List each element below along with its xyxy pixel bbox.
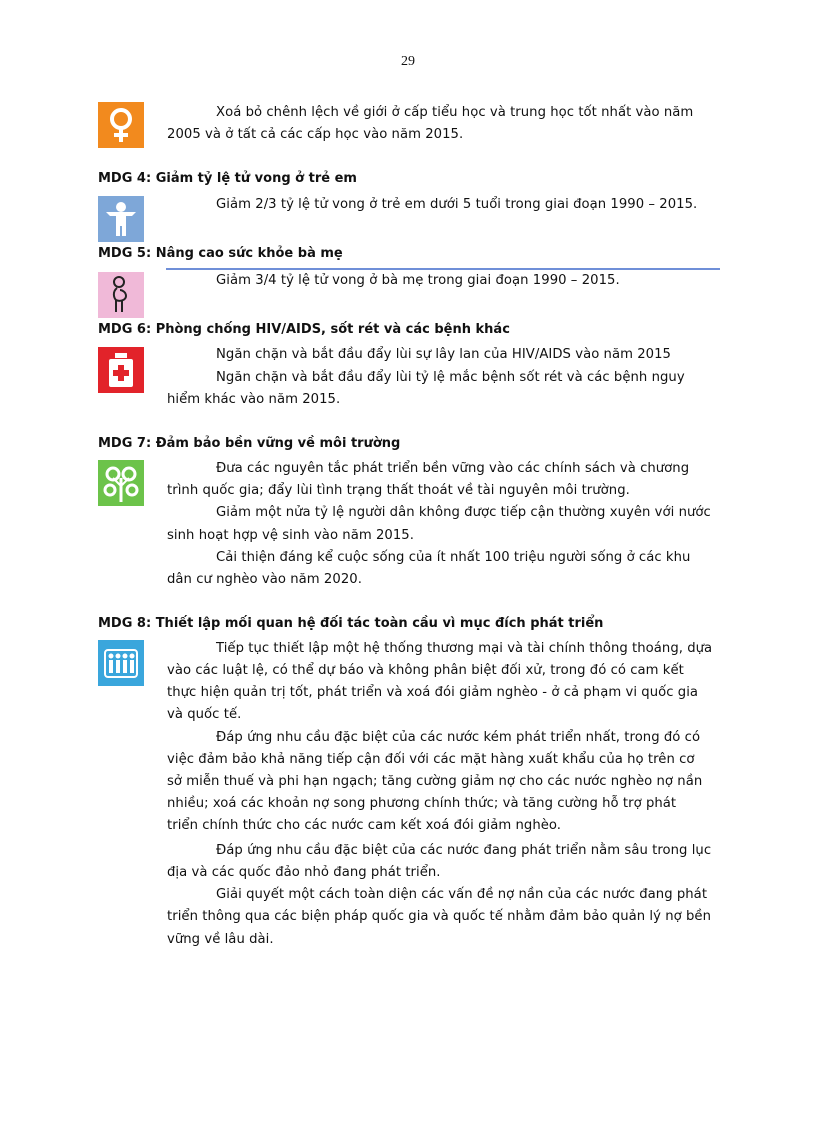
- goal7-line-2: trình quốc gia; đẩy lùi tình trạng thất thoát về tài nguyên môi trường.: [167, 483, 630, 498]
- goal7-line-1: Đưa các nguyên tắc phát triển bền vững vào các chính sách và chương: [216, 461, 690, 476]
- goal6-line-2: Ngăn chặn và bắt đầu đẩy lùi tỷ lệ mắc bệnh sốt rét và các bệnh nguy: [216, 370, 685, 385]
- goal8-line-7: sở miễn thuế và phi hạn ngạch; tăng cường giảm nợ cho các nước nghèo nợ nần: [167, 774, 703, 789]
- goal8-line-12: Giải quyết một cách toàn diện các vấn đề nợ nần của các nước đang phát: [216, 887, 708, 902]
- goal7-line-4: sinh hoạt hợp vệ sinh vào năm 2015.: [167, 528, 414, 543]
- goal8-line-6: việc đảm bảo khả năng tiếp cận đối với các mặt hàng xuất khẩu của họ trên cơ: [167, 752, 695, 767]
- goal8-line-14: vững về lâu dài.: [167, 932, 274, 947]
- goal8-line-4: và quốc tế.: [167, 707, 242, 722]
- goal5-heading: MDG 5: Nâng cao sức khỏe bà mẹ: [98, 246, 343, 261]
- goal6-line-3: hiểm khác vào năm 2015.: [167, 392, 341, 407]
- plant-icon: [98, 460, 144, 506]
- goal8-line-1: Tiếp tục thiết lập một hệ thống thương mại và tài chính thông thoáng, dựa: [216, 641, 713, 656]
- pregnant-woman-icon: [98, 272, 144, 318]
- goal8-line-2: vào các luật lệ, có thể dự báo và không phân biệt đối xử, trong đó có cam kết: [167, 663, 684, 678]
- goal8-line-13: triển thông qua các biện pháp quốc gia và quốc tế nhằm đảm bảo quản lý nợ bền: [167, 909, 711, 924]
- goal8-line-9: triển chính thức cho các nước cam kết xoá đói giảm nghèo.: [167, 818, 562, 833]
- female-symbol-icon: [98, 102, 144, 148]
- goal7-line-5: Cải thiện đáng kể cuộc sống của ít nhất 100 triệu người sống ở các khu: [216, 550, 691, 565]
- goal6-line-1: Ngăn chặn và bắt đầu đẩy lùi sự lây lan của HIV/AIDS vào năm 2015: [216, 347, 671, 362]
- goal7-line-3: Giảm một nửa tỷ lệ người dân không được tiếp cận thường xuyên với nước: [216, 505, 711, 520]
- goal8-line-8: nhiều; xoá các khoản nợ song phương chính thức; và tăng cường hỗ trợ phát: [167, 796, 677, 811]
- child-icon: [98, 196, 144, 242]
- goal4-heading: MDG 4: Giảm tỷ lệ tử vong ở trẻ em: [98, 171, 357, 186]
- goal3-line-1: Xoá bỏ chênh lệch về giới ở cấp tiểu học và trung học tốt nhất vào năm: [216, 105, 694, 120]
- page-number: 29: [401, 54, 415, 69]
- goal8-line-3: thực hiện quản trị tốt, phát triển và xoá đói giảm nghèo - ở cả phạm vi quốc gia: [167, 685, 699, 700]
- goal6-heading: MDG 6: Phòng chống HIV/AIDS, sốt rét và các bệnh khác: [98, 322, 510, 337]
- medicine-bottle-icon: [98, 347, 144, 393]
- goal8-line-5: Đáp ứng nhu cầu đặc biệt của các nước kém phát triển nhất, trong đó có: [216, 730, 701, 745]
- goal7-heading: MDG 7: Đảm bảo bền vững về môi trường: [98, 436, 401, 451]
- section-divider: [166, 268, 720, 270]
- goal8-heading: MDG 8: Thiết lập mối quan hệ đối tác toàn cầu vì mục đích phát triển: [98, 616, 604, 631]
- partnership-icon: [98, 640, 144, 686]
- goal5-line-1: Giảm 3/4 tỷ lệ tử vong ở bà mẹ trong giai đoạn 1990 – 2015.: [216, 273, 620, 288]
- goal8-line-10: Đáp ứng nhu cầu đặc biệt của các nước đang phát triển nằm sâu trong lục: [216, 843, 712, 858]
- goal4-line-1: Giảm 2/3 tỷ lệ tử vong ở trẻ em dưới 5 tuổi trong giai đoạn 1990 – 2015.: [216, 197, 698, 212]
- goal8-line-11: địa và các quốc đảo nhỏ đang phát triển.: [167, 865, 441, 880]
- goal7-line-6: dân cư nghèo vào năm 2020.: [167, 572, 362, 587]
- goal3-line-2: 2005 và ở tất cả các cấp học vào năm 2015.: [167, 127, 464, 142]
